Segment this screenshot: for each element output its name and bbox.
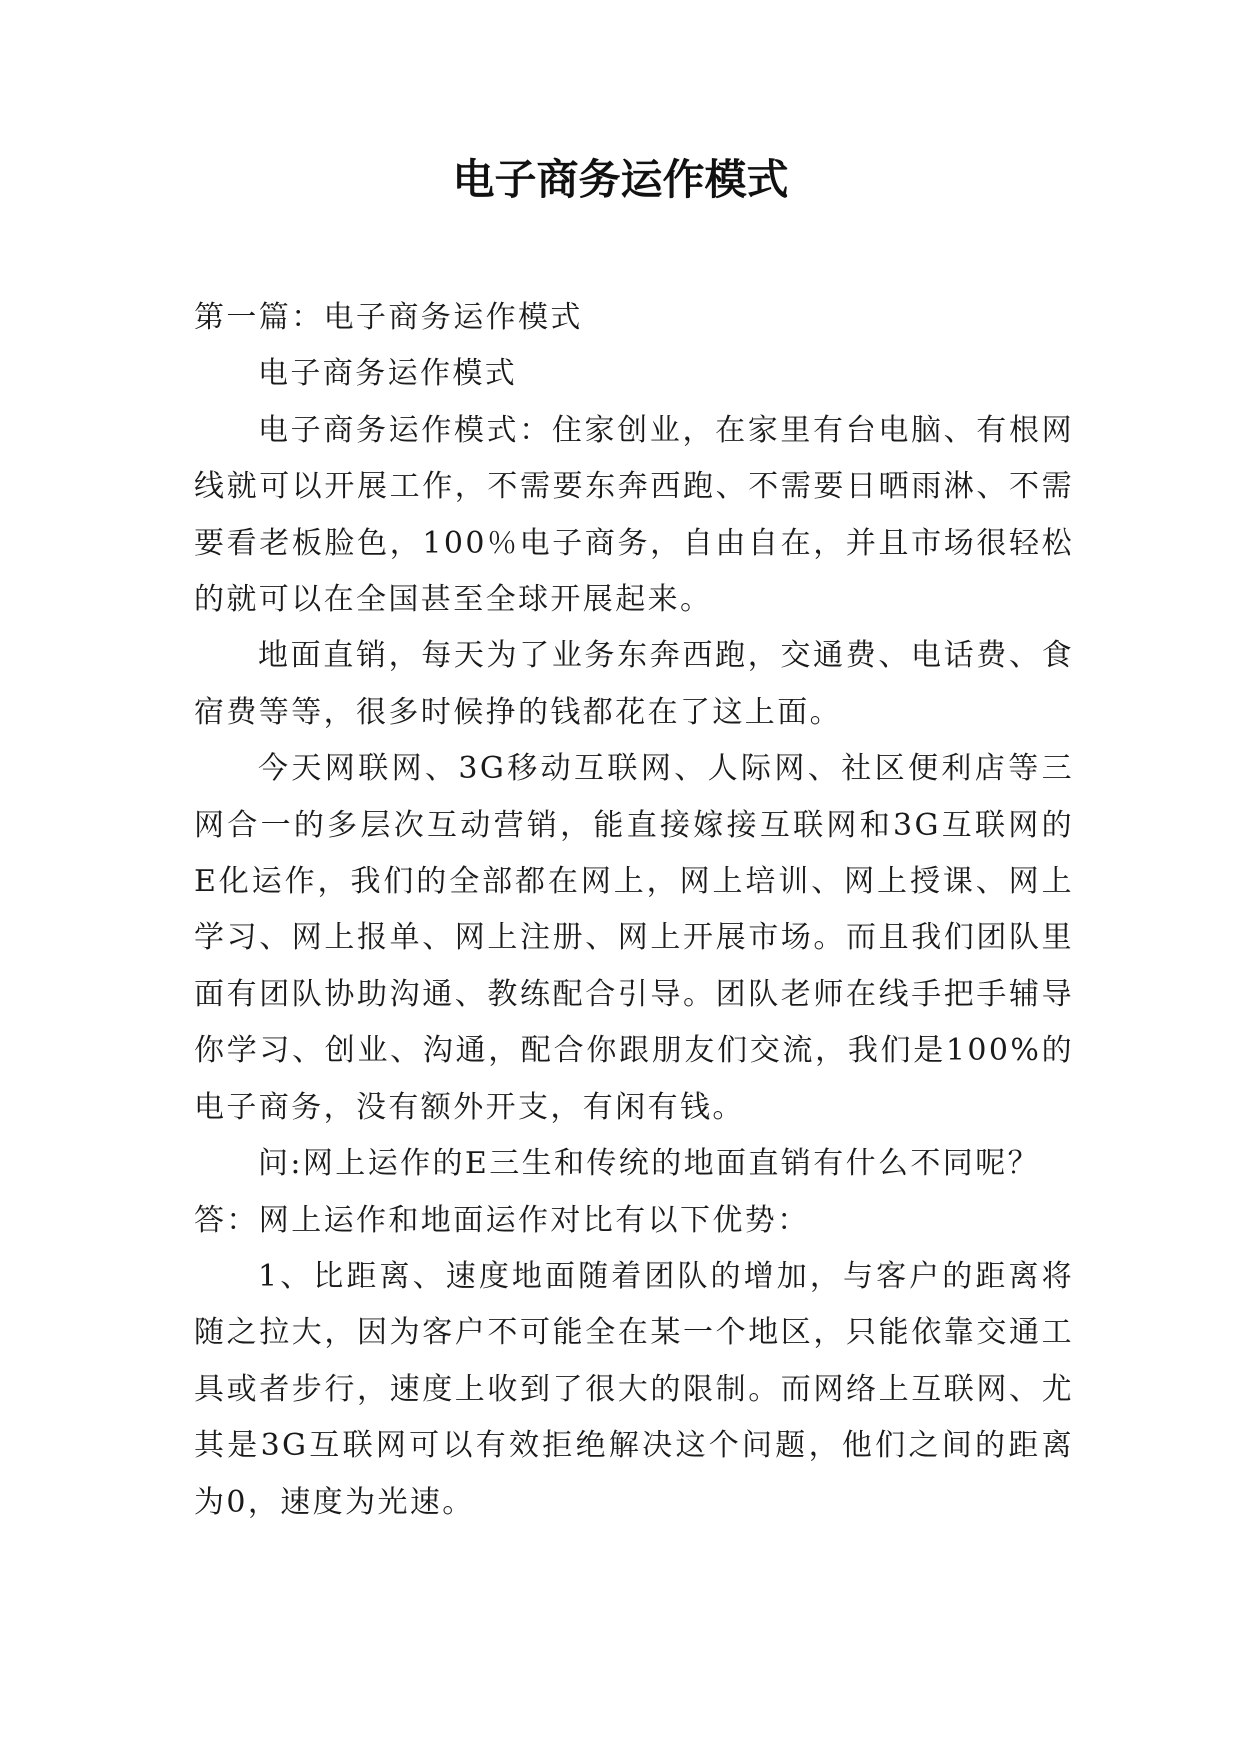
section-heading: 第一篇：电子商务运作模式 <box>194 300 583 335</box>
paragraph-direct-sales: 地面直销，每天为了业务东奔西跑，交通费、电话费、食宿费等等，很多时候挣的钱都花在了这上面。 <box>194 638 1074 730</box>
section-subtitle: 电子商务运作模式 <box>258 356 518 392</box>
paragraph-question: 问:网上运作的E三生和传统的地面直销有什么不同呢？ <box>258 1146 1041 1182</box>
paragraph-network: 今天网联网、3G移动互联网、人际网、社区便利店等三网合一的多层次互动营销，能直接嫁接互联网和3G互联网的E化运作，我们的全部都在网上，网上培训、网上授课、网上学习、网上报单、网上注册、网上开展市场。而且我们团队里面有团队协助沟通、教练配合引导。团队老师在线手把手辅导你学习、创业、沟通，配合你跟朋友们交流，我们是100%的电子商务，没有额外开支，有闲有钱。 <box>194 751 1074 1125</box>
document-body <box>194 290 1074 1531</box>
paragraph-answer: 答：网上运作和地面运作对比有以下优势： <box>194 1202 810 1238</box>
document-title: 电子商务运作模式 <box>452 155 789 204</box>
paragraph-intro: 电子商务运作模式：住家创业，在家里有台电脑、有根网线就可以开展工作，不需要东奔西跑、不需要日晒雨淋、不需要看老板脸色，100％电子商务，自由自在，并且市场很轻松的就可以在全国甚至全球开展起来。 <box>194 412 1074 618</box>
paragraph-point-1: 1、比距离、速度地面随着团队的增加，与客户的距离将随之拉大，因为客户不可能全在某一个地区，只能依靠交通工具或者步行，速度上收到了很大的限制。而网络上互联网、尤其是3G互联网可以有效拒绝解决这个问题，他们之间的距离为0，速度为光速。 <box>194 1258 1074 1520</box>
